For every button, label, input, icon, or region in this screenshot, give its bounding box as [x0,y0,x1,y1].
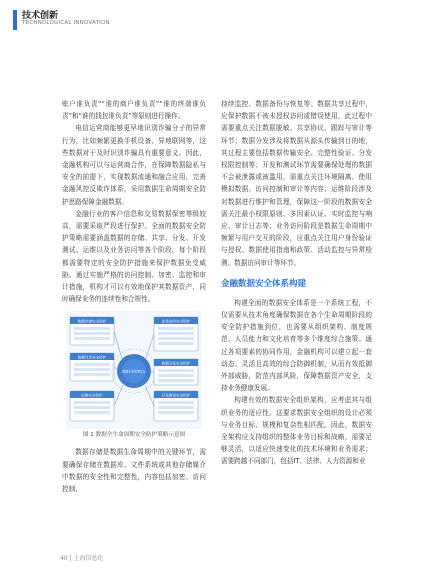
figure-lifecycle-diagram [66,311,202,429]
bar [74,337,110,340]
bar [74,411,110,414]
section-subtitle: TECHNOLOGICAL INNOVATION [22,20,110,26]
right-column [221,98,372,468]
box-devtest-label: 开发测试安全防护 [161,393,191,398]
box-distribution-label: 数据分发安全防护 [161,361,191,366]
paragraph: 构建全面的数据安全体系是一个系统工程，不仅需要从技术角度确保数据在各个生命周期阶段的安全防护措施到位，也需要从组织架构、制度规范、人员能力和文化培育等多个维度综合施策。通过各项要素的协同作用，金融机构可以建立起一套动态、灵活且高效的综合防御机制，从而有效抵御外部威胁，防范内部风险，保障数据资产安全，支持业务健康发展。 [221,298,372,393]
bar [158,374,194,377]
page-footer: 40 | 上海信息化 [60,555,104,562]
box-sharing-label: 数据共享安全防护 [77,355,107,360]
header-accent-bar [13,10,17,30]
section-title: 技术创新 [22,11,59,21]
box-storage-label: 数据存储安全防护 [77,319,107,324]
paragraph: 数据存储是数据生命周期中的关键环节，需要确保存储在数据库、文件系统或其他存储媒介中数据的安全性和完整性，内容包括加密、访问控制、 [62,448,206,494]
paragraph: 金融行业的客户信息和交易数据保密等级较高，需要采取严段进行保护。全面的数据安全防护策略需要涵盖数据的存储、共享、分发、开发测试、运维以及业务访问等各个阶段，每个阶段都需要特定的安全防护措施来保护数据免受威胁。通过实施严格的访问控制、加密、监控和审计措施，机构才可以有效地保护其数据资产，同时确保业务的连续性和合规性。 [62,209,206,304]
bar [74,373,110,376]
bar [74,401,110,404]
bar [158,369,194,372]
box-ops-label: 运维安全防护 [81,393,103,398]
section-heading: 金融数据安全体系构建 [221,278,307,289]
bar [158,411,194,414]
paragraph: 构建有效的数据安全组织架构，应考虑其与组织业务的适应性。这要求数据安全组织的设计必须与业务目标、规模和复杂性相匹配。因此，数据安全架构应支持组织的整体业务目标和战略，需要足够灵活，以适应快速变化的技术环境和业务需求；需要跨越不同部门，包括IT、法律、人力资源和业 [221,396,372,466]
bar [74,363,110,366]
bar [158,337,194,340]
bar [158,342,194,345]
paragraph: 电信运营商能够更早地识别诈骗分子的异常行为，比如频繁更换手机设备、异地联网等，这些数据对于及时识别诈骗具有重要意义。因此，金融机构可以与运营商合作，在保障数据隐私与安全的前提下，实现数据流通和融合应用，完善金融风控反欺诈体系，采用数据生命周期安全防护思路保障金融数据。 [62,124,206,206]
figure-caption: 图 1 数据全生命周期安全防护策略示意图 [82,432,186,439]
paragraph: 账户谁负责”“谁的商户谁负责”“谁的终端谁负责”和“谁的钱包谁负责”等原则进行操作。 [62,100,206,121]
lifecycle-diagram [66,311,202,429]
bar [158,332,194,335]
paragraph: 持续监控、数据备份与恢复等；数据共享过程中，应保护数据不被未授权访问或错误使用，此过程中需要重点关注数据脱敏、共享协议、跟踪与审计等环节；数据分发涉及将数据从源头传输到目的地，其过程主要包括数据传输安全、完整性验证、分发权限控制等；开发和测试环节需要确保处理的数据不会被泄露或被滥用，需重点关注环境隔离、使用模拟数据、访问控制和审计等内容；运维阶段涉及对数据进行维护和管理，保障这一阶段的数据安全需关注最小权限原则、多因素认证、实时监控与响应、审计日志等；业务访问阶段是数据生命周期中频繁与用户交互的阶段，应重点关注用户身份验证与授权、数据使用指南和政策、活动监控与异常检测、数据访问审计等环节。 [221,100,372,267]
bar [74,332,110,335]
bar [158,327,194,330]
bar [74,368,110,371]
bar [158,406,194,409]
box-access-label: 业务访问安全防护 [161,319,191,324]
hub-label: 数据生命周期安全 [122,369,146,374]
bar [74,327,110,330]
bar [158,401,194,404]
left-column [62,98,206,495]
bar [158,379,194,382]
bar [74,406,110,409]
